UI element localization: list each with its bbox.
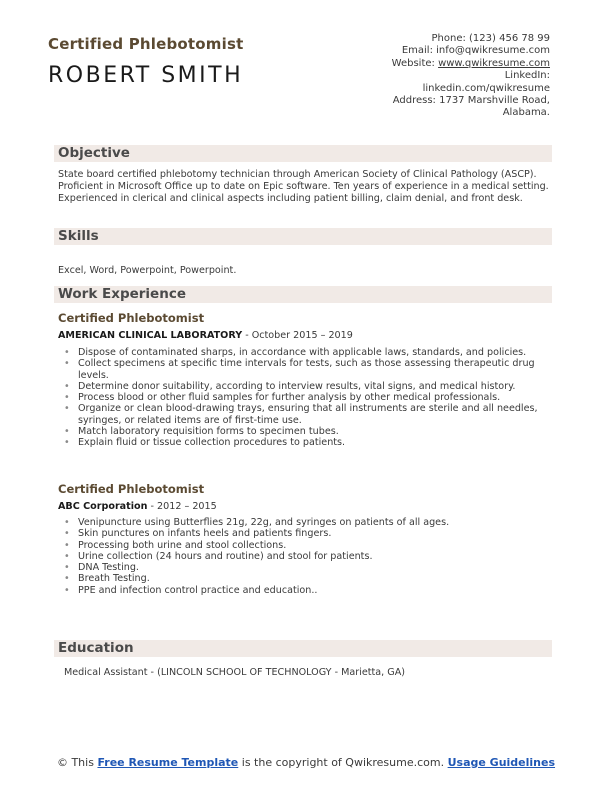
section-title-skills: Skills [58, 228, 99, 244]
section-title-work-experience: Work Experience [58, 286, 186, 302]
job-1-bullets [62, 347, 548, 449]
footer-middle: is the copyright of Qwikresume.com. [238, 756, 448, 769]
free-resume-template-link[interactable]: Free Resume Template [97, 756, 239, 769]
job-1-company: AMERICAN CLINICAL LABORATORY [58, 330, 243, 341]
contact-website-link[interactable]: www.qwikresume.com [438, 57, 550, 69]
job-2-dates: - 2012 – 2015 [147, 501, 217, 512]
candidate-name: ROBERT SMITH [48, 63, 244, 88]
section-header-education [54, 640, 552, 657]
job-1-dates: - October 2015 – 2019 [242, 330, 353, 341]
list-item: • PPE and infection control practice and education.. [62, 585, 548, 596]
list-item: • Explain fluid or tissue collection procedures to patients. [62, 437, 548, 448]
contact-linkedin-label: LinkedIn: [504, 70, 550, 82]
section-header-skills [54, 228, 552, 245]
list-item: • Organize or clean blood-drawing trays, ensuring that all instruments are sterile and all needles, syringes, or related items are of first-time use. [62, 403, 548, 426]
contact-block [310, 33, 550, 120]
contact-address-line2: Alabama. [502, 107, 550, 119]
copyright-footer [0, 756, 612, 770]
job-1-employer [58, 330, 353, 341]
list-item: • DNA Testing. [62, 562, 548, 573]
list-item: • Collect specimens at specific time intervals for tests, such as those assessing therapeutic drug levels. [62, 358, 548, 381]
job-2-employer [58, 501, 217, 512]
contact-website-label: Website: [391, 57, 439, 69]
usage-guidelines-link[interactable]: Usage Guidelines [447, 756, 556, 769]
list-item: • Skin punctures on infants heels and patients fingers. [62, 528, 548, 539]
job-2-role: Certified Phlebotomist [58, 482, 205, 496]
list-item: • Processing both urine and stool collections. [62, 540, 548, 551]
contact-address-line1: Address: 1737 Marshville Road, [392, 95, 550, 107]
contact-website [310, 58, 550, 70]
objective-text: State board certified phlebotomy technician through American Society of Clinical Pathology (ASCP). Proficient in Microsoft Office up to date on Epic software. Ten years of experience in a medical setting. Experienced in clerical and clinical aspects including patient billing, claim denial, and front desk. [58, 169, 549, 204]
section-header-work-experience [54, 286, 552, 303]
contact-phone: Phone: (123) 456 78 99 [431, 33, 550, 44]
job-1-role: Certified Phlebotomist [58, 311, 205, 325]
list-item: • Process blood or other fluid samples for further analysis by other medical professionals. [62, 392, 548, 403]
job-2-company: ABC Corporation [58, 501, 148, 512]
section-header-objective [54, 145, 552, 162]
education-text: Medical Assistant - (LINCOLN SCHOOL OF TECHNOLOGY - Marietta, GA) [64, 667, 406, 678]
skills-text: Excel, Word, Powerpoint, Powerpoint. [58, 265, 237, 276]
contact-linkedin-url: linkedin.com/qwikresume [422, 82, 550, 94]
header-job-title: Certified Phlebotomist [48, 35, 244, 53]
list-item: • Urine collection (24 hours and routine) and stool for patients. [62, 551, 548, 562]
list-item: • Venipuncture using Butterflies 21g, 22g, and syringes on patients of all ages. [62, 517, 548, 528]
list-item: • Determine donor suitability, according to interview results, vital signs, and medical history. [62, 381, 548, 392]
footer-prefix: © This [56, 756, 98, 769]
list-item: • Dispose of contaminated sharps, in accordance with applicable laws, standards, and policies. [62, 347, 548, 358]
list-item: • Match laboratory requisition forms to specimen tubes. [62, 426, 548, 437]
job-2-bullets [62, 517, 548, 596]
list-item: • Breath Testing. [62, 573, 548, 584]
section-title-education: Education [58, 640, 134, 656]
section-title-objective: Objective [58, 145, 130, 161]
contact-email: Email: info@qwikresume.com [401, 45, 550, 57]
